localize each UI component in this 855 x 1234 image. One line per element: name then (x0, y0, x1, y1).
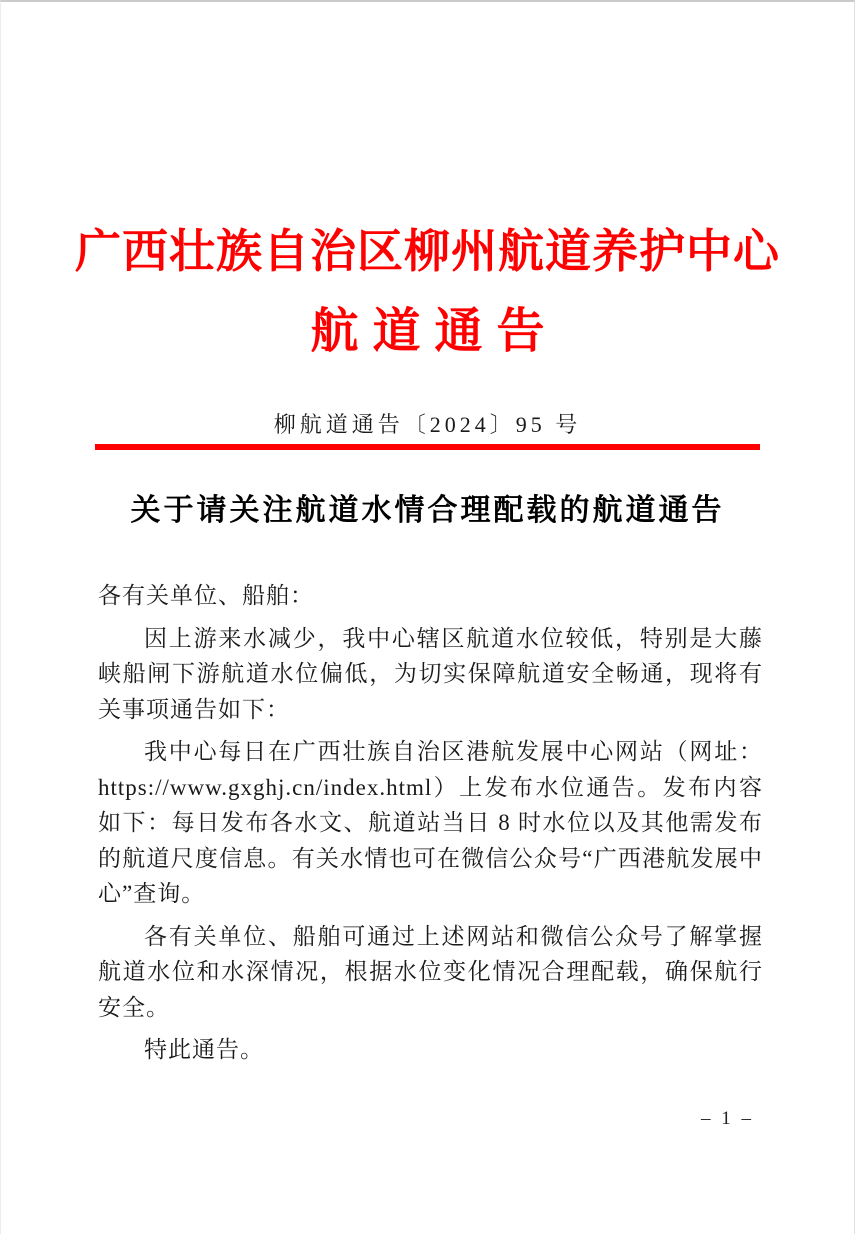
document-title-line-1: 广西壮族自治区柳州航道养护中心 (75, 226, 780, 277)
subject-heading: 关于请关注航道水情合理配载的航道通告 (130, 494, 725, 527)
salutation-line: 各有关单位、船舶： (98, 583, 314, 608)
red-divider-rule (95, 444, 760, 450)
page-number: – 1 – (701, 1108, 754, 1129)
body-paragraph-3: 各有关单位、船舶可通过上述网站和微信公众号了解掌握航道水位和水深情况，根据水位变化情况合理配载，确保航行安全。 (98, 923, 763, 1020)
body-paragraph-2: 我中心每日在广西壮族自治区港航发展中心网站（网址：https://www.gxghj.cn/index.html）上发布水位通告。发布内容如下：每日发布各水文、航道站当日 8 时水位以及其他需发布的航道尺度信息。有关水情也可在微信公众号“广西港航发展中心”查询。 (98, 739, 763, 906)
document-title-block (1, 212, 854, 372)
body-paragraph-1: 因上游来水减少，我中心辖区航道水位较低，特别是大藤峡船闸下游航道水位偏低，为切实保障航道安全畅通，现将有关事项通告如下： (98, 625, 763, 722)
body-paragraph-4: 特此通告。 (144, 1037, 264, 1062)
document-title-line-2: 航道通告 (310, 305, 559, 358)
notice-body (98, 578, 763, 1068)
document-number: 柳航道通告〔2024〕95 号 (273, 412, 582, 437)
